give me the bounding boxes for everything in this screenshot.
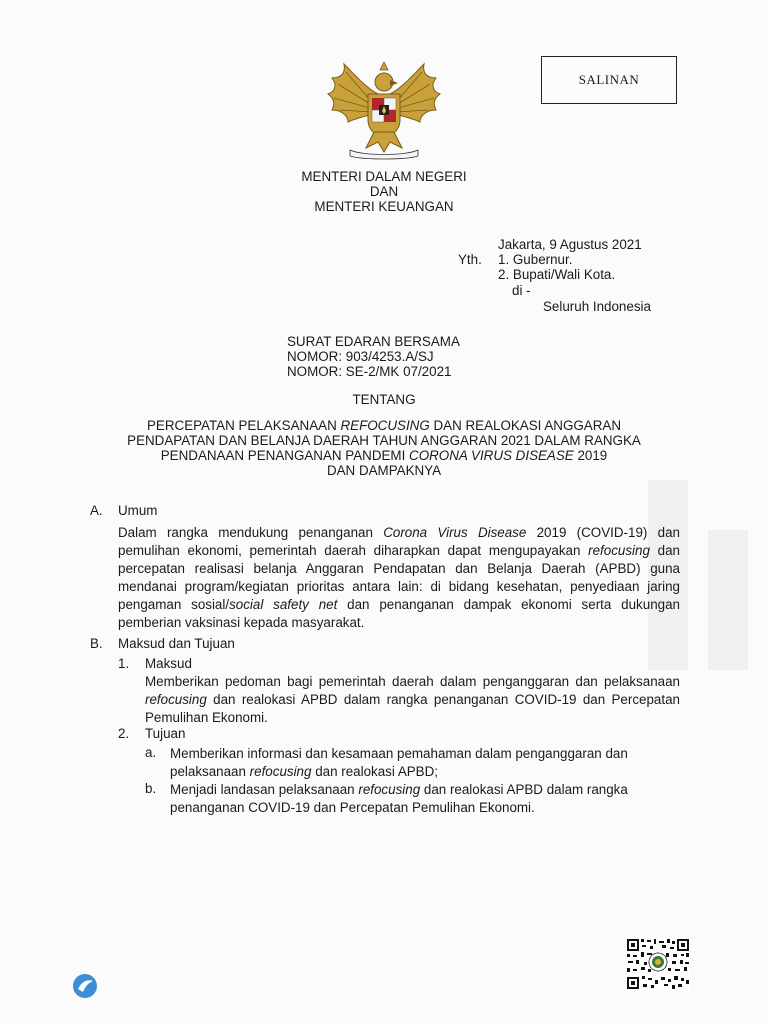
- tujuan-b-marker: b.: [145, 781, 157, 796]
- yth-label: Yth.: [458, 252, 482, 267]
- tujuan-b-text: Menjadi landasan pelaksanaan refocusing dan realokasi APBD dalam rangka penanganan COVID-19 dan Percepatan Pemulihan Ekonomi.: [170, 782, 628, 815]
- addressee-item: 2. Bupati/Wali Kota.: [498, 267, 616, 282]
- salinan-stamp: [541, 56, 677, 104]
- place-date: Jakarta, 9 Agustus 2021: [498, 237, 642, 252]
- ministers-header: [0, 169, 768, 214]
- addressee-location: Seluruh Indonesia: [543, 299, 651, 314]
- header-line-3: MENTERI KEUANGAN: [314, 199, 454, 214]
- maksud-paragraph: Memberikan pedoman bagi pemerintah daerah dalam penganggaran dan pelaksanaan refocusing dan realokasi APBD dalam rangka penanganan COVID-19 dan Percepatan Pemulihan Ekonomi.: [145, 674, 680, 725]
- section-a-title: Umum: [118, 503, 158, 518]
- header-line-1: MENTERI DALAM NEGERI: [301, 169, 467, 184]
- maksud-marker: 1.: [118, 656, 130, 671]
- tujuan-marker: 2.: [118, 726, 130, 741]
- tujuan-title: Tujuan: [145, 726, 186, 741]
- section-a-marker: A.: [90, 503, 103, 518]
- tujuan-a-marker: a.: [145, 745, 157, 760]
- qr-code-icon: [626, 938, 690, 990]
- di-label: di -: [512, 283, 531, 298]
- section-a-paragraph: Dalam rangka mendukung penanganan Corona Virus Disease 2019 (COVID-19) dan pemulihan ekonomi, pemerintah daerah diharapkan dapat mengupayakan refocusing dan percepatan realisasi belanja Anggaran Pendapatan dan Belanja Daerah (APBD) guna mendanai program/kegiatan prioritas antara lain: di bidang kesehatan, penyediaan jaring pengaman sosial/social safety net dan penanganan dampak ekonomi serta dukungan pemberian vaksinasi kepada masyarakat.: [118, 525, 680, 630]
- section-b-title: Maksud dan Tujuan: [118, 636, 235, 651]
- tujuan-a-text: Memberikan informasi dan kesamaan pemahaman dalam penganggaran dan pelaksanaan refocusing dan realokasi APBD;: [170, 746, 628, 779]
- garuda-emblem-icon: [326, 60, 442, 160]
- section-b-marker: B.: [90, 636, 103, 651]
- letter-number-1: NOMOR: 903/4253.A/SJ: [287, 349, 434, 364]
- letter-number-2: NOMOR: SE-2/MK 07/2021: [287, 364, 452, 379]
- subject-title: PERCEPATAN PELAKSANAAN REFOCUSING DAN REALOKASI ANGGARAN PENDAPATAN DAN BELANJA DAERAH TAHUN ANGGARAN 2021 DALAM RANGKA PENDANAAN PENANGANAN PANDEMI CORONA VIRUS DISEASE 2019 DAN DAMPAKNYA: [127, 418, 641, 478]
- header-line-2: DAN: [369, 184, 399, 199]
- letter-type: SURAT EDARAN BERSAMA: [287, 334, 460, 349]
- subject-heading: TENTANG: [352, 392, 416, 407]
- salinan-label: SALINAN: [578, 72, 640, 87]
- maksud-title: Maksud: [145, 656, 192, 671]
- addressee-item: 1. Gubernur.: [498, 252, 573, 267]
- bsre-logo-icon: [72, 973, 98, 999]
